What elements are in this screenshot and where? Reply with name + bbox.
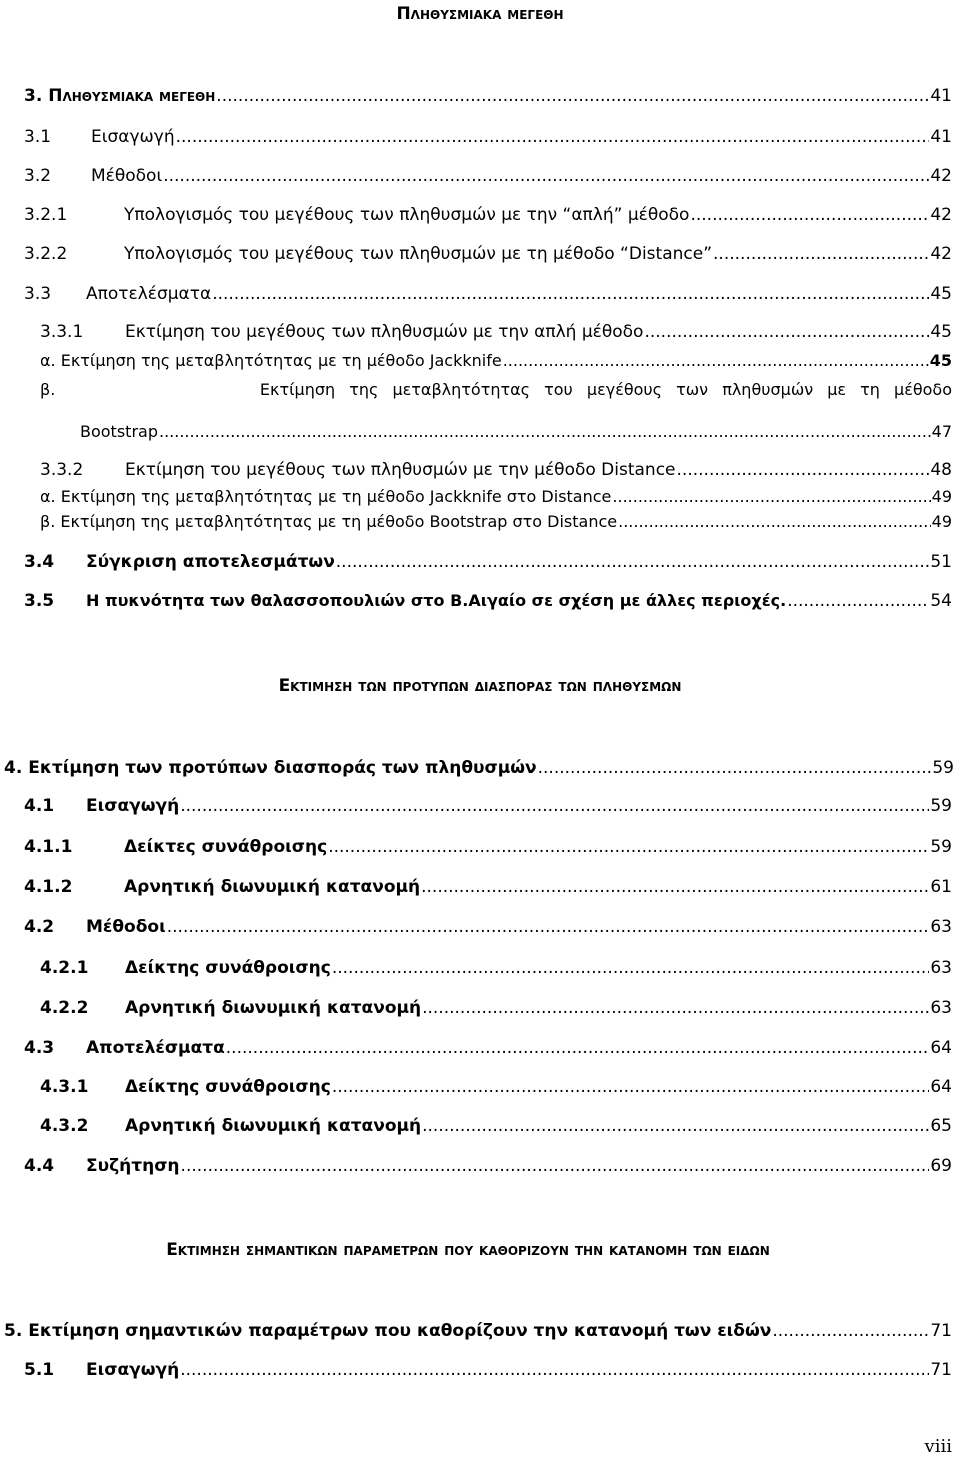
toc-title: Υπολογισμός του μεγέθους των πληθυσμών με τη μέθοδο “Distance” [124, 244, 713, 264]
dot-leader [677, 460, 930, 480]
section-heading [0, 676, 960, 696]
toc-title: Μέθοδοι [86, 917, 166, 937]
toc-row[interactable] [24, 86, 952, 106]
toc-page-number: 41 [930, 86, 952, 106]
toc-row[interactable] [24, 127, 952, 147]
toc-page-number: 42 [930, 244, 952, 264]
toc-page-number: 42 [930, 205, 952, 225]
toc-title: Εισαγωγή [91, 127, 175, 147]
toc-title: Αποτελέσματα [86, 284, 212, 304]
toc-title: Αρνητική διωνυμική κατανομή [125, 998, 422, 1018]
toc-title: Εκτίμηση της μεταβλητότητας με τη μέθοδο Jackknife στο Distance [60, 487, 612, 506]
toc-row[interactable] [24, 1360, 952, 1380]
toc-title: Μέθοδοι [91, 166, 163, 186]
dot-leader [644, 322, 929, 342]
dot-leader [690, 205, 929, 225]
toc-title: Σύγκριση αποτελεσμάτων [86, 552, 335, 572]
toc-title: Εισαγωγή [86, 1360, 180, 1380]
toc-row[interactable] [4, 758, 954, 778]
toc-page-number: 61 [930, 877, 952, 897]
toc-row[interactable] [24, 796, 952, 816]
toc-number: 3.3.1 [40, 322, 84, 342]
toc-row[interactable] [80, 422, 952, 441]
dot-leader [422, 1116, 929, 1136]
toc-row[interactable] [24, 591, 952, 611]
toc-page-number: 47 [931, 422, 952, 441]
dot-leader [713, 244, 929, 264]
toc-title: Πληθυσμιακα μεγεθη [48, 86, 216, 106]
toc-row[interactable] [40, 1077, 952, 1097]
toc-number: 4.1.2 [24, 877, 73, 897]
toc-title: Εισαγωγή [86, 796, 180, 816]
dot-leader [612, 487, 930, 506]
toc-number: 3.5 [24, 591, 55, 611]
toc-title: Η πυκνότητα των θαλασσοπουλιών στο Β.Αιγαίο σε σχέση με άλλες περιοχές. [86, 591, 787, 610]
toc-number: 4.2.2 [40, 998, 89, 1018]
section-heading-text: Εκτιμηση σημαντικων παραμετρων που καθοριζουν την κατανομη των ειδων [166, 1240, 770, 1260]
toc-title: Bootstrap [80, 422, 158, 441]
dot-leader [787, 591, 929, 611]
toc-title: Συζήτηση [86, 1156, 180, 1176]
toc-page-number: 71 [930, 1321, 952, 1341]
toc-page-number: 64 [930, 1077, 952, 1097]
dot-leader [618, 512, 931, 531]
dot-leader [772, 1321, 929, 1341]
toc-page-number: 41 [930, 127, 952, 147]
toc-page-number: 59 [930, 796, 952, 816]
toc-row[interactable] [4, 1321, 952, 1341]
toc-title: Εκτίμηση της μεταβλητότητας με τη μέθοδο Bootstrap στο Distance [60, 512, 618, 531]
dot-leader [503, 351, 929, 370]
toc-page-number: 49 [931, 512, 952, 531]
toc-row[interactable] [40, 1116, 952, 1136]
toc-row[interactable] [24, 284, 952, 304]
toc-title: Εκτίμηση σημαντικών παραμέτρων που καθορίζουν την κατανομή των ειδών [28, 1321, 772, 1341]
dot-leader [163, 166, 929, 186]
toc-page-number: 51 [930, 552, 952, 572]
toc-number: 3.2 [24, 166, 52, 186]
toc-number: β. [40, 380, 56, 399]
dot-leader [332, 958, 930, 978]
dot-leader [180, 1360, 929, 1380]
toc-row[interactable] [40, 351, 952, 370]
toc-title: Δείκτες συνάθροισης [124, 837, 328, 857]
toc-title: Υπολογισμός του μεγέθους των πληθυσμών με την “απλή” μέθοδο [124, 205, 690, 225]
toc-title: Δείκτης συνάθροισης [125, 1077, 331, 1097]
toc-number: 5.1 [24, 1360, 55, 1380]
toc-number: 4.2.1 [40, 958, 89, 978]
toc-row[interactable] [40, 487, 952, 506]
toc-row[interactable] [40, 322, 952, 342]
section-heading [0, 1240, 948, 1260]
toc-page-number: 63 [930, 958, 952, 978]
toc-title: Εκτίμηση της μεταβλητότητας του μεγέθους των πληθυσμών με τη μέθοδο [259, 380, 952, 399]
toc-row[interactable] [24, 877, 952, 897]
toc-page-number: 45 [930, 284, 952, 304]
toc-page-number: 54 [930, 591, 952, 611]
toc-title: Εκτίμηση του μεγέθους των πληθυσμών με την απλή μέθοδο [125, 322, 644, 342]
toc-row[interactable] [24, 1038, 952, 1058]
toc-number: 3. [24, 86, 43, 106]
toc-number: 4.1 [24, 796, 55, 816]
top-heading [0, 4, 960, 24]
top-heading-text: Πληθυσμιακα μεγεθη [396, 4, 564, 24]
toc-number: 3.3 [24, 284, 52, 304]
toc-title: Αρνητική διωνυμική κατανομή [125, 1116, 422, 1136]
toc-row[interactable] [24, 552, 952, 572]
toc-page-number: 49 [931, 487, 952, 506]
toc-page-number: 45 [930, 322, 952, 342]
toc-number: 4.1.1 [24, 837, 73, 857]
toc-number: 5. [4, 1321, 23, 1341]
toc-page-number: 65 [930, 1116, 952, 1136]
toc-row[interactable] [24, 205, 952, 225]
toc-page-number: 69 [930, 1156, 952, 1176]
toc-title: Εκτίμηση του μεγέθους των πληθυσμών με την μέθοδο Distance [125, 460, 676, 480]
dot-leader [421, 877, 929, 897]
toc-page-number: 45 [929, 351, 952, 370]
toc-row[interactable] [24, 166, 952, 186]
toc-title: Αρνητική διωνυμική κατανομή [124, 877, 421, 897]
toc-number: 4.3.2 [40, 1116, 89, 1136]
toc-title: Αποτελέσματα [86, 1038, 225, 1058]
toc-row[interactable] [40, 998, 952, 1018]
toc-page-number: 59 [930, 837, 952, 857]
toc-row[interactable] [24, 244, 952, 264]
section-heading-text: Εκτιμηση των προτυπων διασπορας των πληθυσμων [278, 676, 682, 696]
toc-number: 3.3.2 [40, 460, 84, 480]
toc-number: 3.1 [24, 127, 52, 147]
toc-row[interactable] [40, 958, 952, 978]
toc-page-number: 63 [930, 998, 952, 1018]
toc-row[interactable] [40, 460, 952, 480]
toc-page-number: 59 [932, 758, 954, 778]
toc-page-number: 71 [930, 1360, 952, 1380]
toc-row[interactable] [40, 512, 952, 531]
dot-leader [336, 552, 930, 572]
toc-page-number: 42 [930, 166, 952, 186]
toc-number: 4.4 [24, 1156, 55, 1176]
toc-number: 4. [4, 758, 23, 778]
toc-row[interactable] [24, 837, 952, 857]
toc-title: Εκτίμηση των προτύπων διασποράς των πληθυσμών [28, 758, 537, 778]
toc-page-number: 63 [930, 917, 952, 937]
toc-number: 3.2.1 [24, 205, 68, 225]
toc-row[interactable] [24, 1156, 952, 1176]
toc-number: 4.3.1 [40, 1077, 89, 1097]
toc-title: Δείκτης συνάθροισης [125, 958, 331, 978]
dot-leader [422, 998, 929, 1018]
dot-leader [226, 1038, 930, 1058]
toc-row[interactable] [40, 380, 952, 399]
dot-leader [328, 837, 929, 857]
dot-leader [167, 917, 930, 937]
dot-leader [176, 127, 930, 147]
dot-leader [332, 1077, 930, 1097]
toc-number: β. [40, 512, 56, 531]
toc-number: α. [40, 487, 56, 506]
page-number-footer: viii [924, 1436, 952, 1457]
dot-leader [181, 1156, 930, 1176]
toc-number: α. [40, 351, 56, 370]
toc-page-number: 48 [930, 460, 952, 480]
dot-leader [216, 86, 929, 106]
toc-page-number: 64 [930, 1038, 952, 1058]
toc-number: 4.2 [24, 917, 55, 937]
toc-title: Εκτίμηση της μεταβλητότητας με τη μέθοδο Jackknife [60, 351, 502, 370]
toc-row[interactable] [24, 917, 952, 937]
dot-leader [159, 422, 931, 441]
dot-leader [180, 796, 929, 816]
toc-number: 3.2.2 [24, 244, 68, 264]
toc-number: 3.4 [24, 552, 55, 572]
toc-number: 4.3 [24, 1038, 55, 1058]
dot-leader [212, 284, 929, 304]
dot-leader [538, 758, 932, 778]
